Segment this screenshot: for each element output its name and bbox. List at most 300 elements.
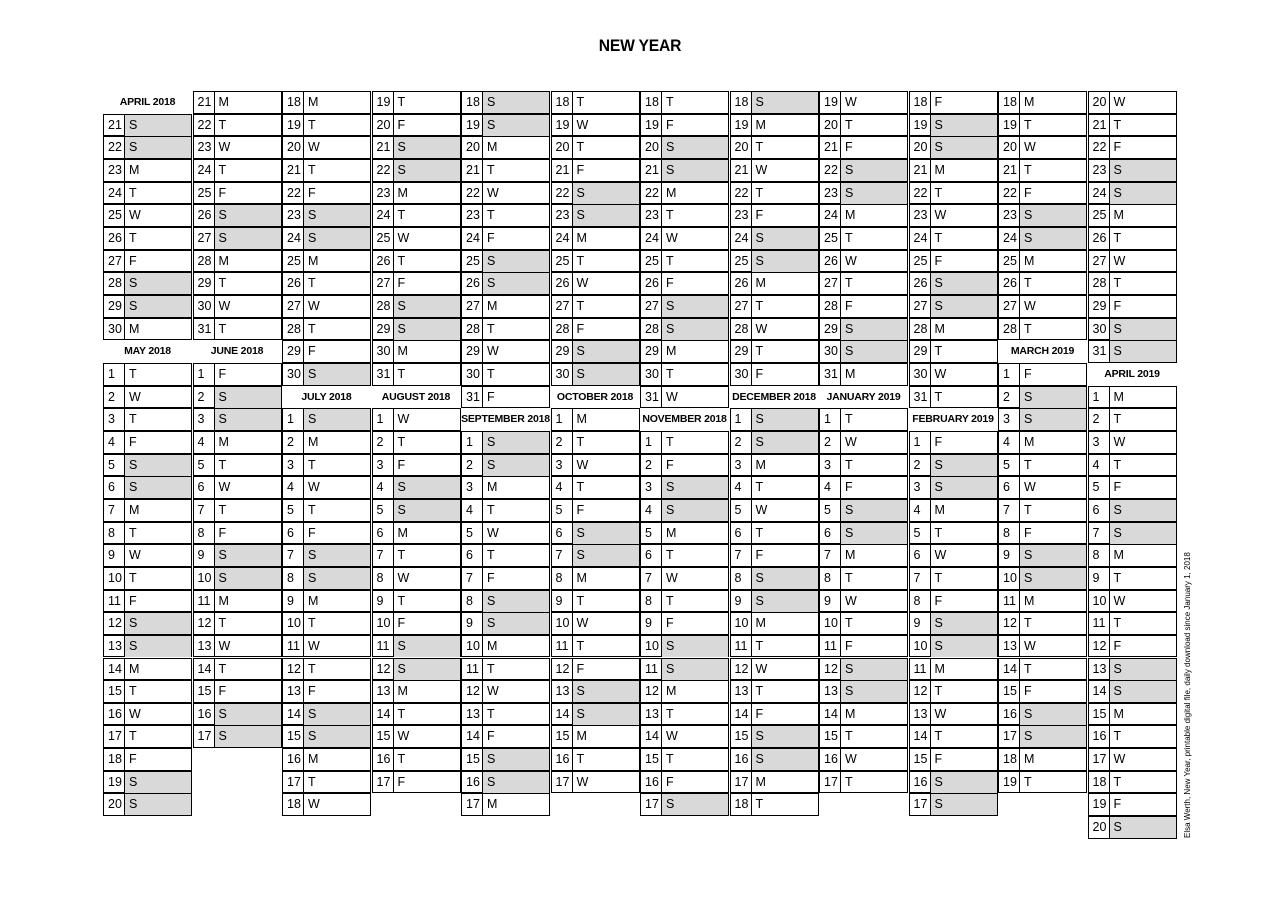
weekday-letter: F (487, 389, 495, 404)
day-number: 28 (641, 319, 662, 340)
weekday-letter: T (666, 706, 674, 721)
weekday-letter: S (1110, 817, 1176, 838)
day-cell-weekend (998, 544, 1087, 567)
day-number: 27 (820, 273, 841, 294)
day-cell-weekend (640, 499, 729, 522)
weekday-letter: T (487, 502, 495, 517)
weekday-letter: W (308, 298, 320, 313)
weekday-letter: T (845, 276, 853, 291)
day-number: 7 (462, 568, 483, 589)
day-cell (461, 386, 550, 409)
day-number: 4 (999, 432, 1020, 453)
day-number: 24 (283, 228, 304, 249)
weekday-letter: T (755, 140, 764, 155)
day-cell (730, 272, 819, 295)
day-cell (372, 363, 461, 386)
weekday-letter: S (573, 704, 639, 725)
weekday-letter: T (666, 434, 674, 449)
day-number: 15 (910, 749, 931, 770)
weekday-letter: T (308, 321, 316, 336)
weekday-letter: M (218, 95, 229, 109)
day-number: 27 (552, 296, 573, 317)
day-cell-weekend (372, 635, 461, 658)
weekday-letter: W (218, 480, 231, 495)
day-number: 1 (462, 432, 483, 453)
weekday-letter: S (841, 183, 907, 204)
day-cell-weekend (640, 295, 729, 318)
day-number: 19 (999, 115, 1020, 136)
weekday-letter: S (931, 477, 997, 498)
day-number: 10 (373, 613, 394, 634)
weekday-letter: T (755, 797, 764, 812)
weekday-letter: W (1024, 140, 1036, 155)
weekday-letter: T (755, 298, 764, 313)
day-cell (909, 567, 998, 590)
weekday-letter: M (218, 434, 229, 449)
day-cell (282, 748, 371, 771)
weekday-letter: T (755, 684, 764, 699)
day-number: 24 (462, 228, 483, 249)
day-number: 20 (104, 794, 125, 815)
day-number: 27 (194, 228, 215, 249)
weekday-letter: F (845, 140, 853, 155)
weekday-letter: S (483, 772, 549, 793)
weekday-letter: M (666, 684, 677, 699)
day-number: 14 (999, 659, 1020, 680)
weekday-letter: T (934, 230, 943, 245)
weekday-letter: S (394, 500, 460, 521)
month-header: AUGUST 2018 (381, 390, 451, 403)
day-number: 14 (194, 659, 215, 680)
weekday-letter: S (394, 477, 460, 498)
day-number: 20 (910, 137, 931, 158)
day-number: 23 (283, 205, 304, 226)
day-cell (551, 272, 640, 295)
day-number: 8 (641, 591, 662, 612)
weekday-letter: T (845, 774, 853, 789)
day-cell (730, 612, 819, 635)
weekday-letter: S (931, 613, 997, 634)
day-cell (193, 136, 282, 159)
day-number: 13 (1089, 659, 1110, 680)
weekday-letter: M (934, 162, 945, 177)
weekday-letter: T (1024, 616, 1032, 631)
day-cell (819, 725, 908, 748)
day-number: 11 (1089, 613, 1110, 634)
weekday-letter: S (304, 545, 370, 566)
weekday-letter: W (129, 706, 141, 721)
day-cell (282, 318, 371, 341)
day-cell-weekend (998, 386, 1087, 409)
weekday-letter: S (931, 772, 997, 793)
day-number: 30 (373, 341, 394, 362)
weekday-letter: S (394, 296, 460, 317)
weekday-letter: T (218, 162, 227, 177)
day-cell (909, 522, 998, 545)
day-cell-weekend (282, 703, 371, 726)
day-number: 1 (641, 432, 662, 453)
day-cell (909, 590, 998, 613)
weekday-letter: F (576, 162, 585, 177)
day-number: 3 (641, 477, 662, 498)
day-cell-weekend (372, 136, 461, 159)
day-number: 3 (731, 455, 752, 476)
day-number: 2 (641, 455, 662, 476)
day-number: 29 (373, 319, 394, 340)
day-cell (819, 612, 908, 635)
month-header: NOVEMBER 2018 (642, 413, 727, 426)
day-cell-weekend (103, 635, 192, 658)
day-cell-weekend (103, 454, 192, 477)
day-cell (461, 227, 550, 250)
weekday-letter: S (1020, 704, 1086, 725)
weekday-letter: S (304, 568, 370, 589)
day-cell-weekend (461, 250, 550, 273)
day-cell (1088, 204, 1177, 227)
weekday-letter: F (666, 276, 674, 291)
weekday-letter: M (934, 321, 945, 336)
day-number: 31 (373, 364, 394, 385)
weekday-letter: S (394, 160, 460, 181)
day-cell-weekend (730, 431, 819, 454)
weekday-letter: T (487, 208, 495, 223)
day-cell (640, 272, 729, 295)
weekday-letter: S (394, 636, 460, 657)
day-cell (282, 771, 371, 794)
weekday-letter: T (755, 480, 764, 495)
day-number: 1 (1089, 387, 1110, 408)
day-number: 22 (194, 115, 215, 136)
day-number: 8 (283, 568, 304, 589)
day-number: 8 (1089, 545, 1110, 566)
day-number: 29 (820, 319, 841, 340)
day-cell (730, 793, 819, 816)
day-cell (998, 136, 1087, 159)
day-cell (372, 182, 461, 205)
day-cell (1088, 272, 1177, 295)
day-cell (819, 703, 908, 726)
day-cell (730, 635, 819, 658)
weekday-letter: M (576, 230, 587, 245)
day-number: 21 (641, 160, 662, 181)
day-cell (551, 431, 640, 454)
weekday-letter: S (483, 432, 549, 453)
day-number: 3 (820, 455, 841, 476)
day-cell (998, 635, 1087, 658)
weekday-letter: T (845, 616, 853, 631)
day-number: 23 (104, 160, 125, 181)
day-cell (193, 635, 282, 658)
weekday-letter: T (1024, 774, 1032, 789)
weekday-letter: M (1113, 706, 1124, 721)
day-cell-weekend (730, 567, 819, 590)
day-number: 21 (910, 160, 931, 181)
day-number: 27 (731, 296, 752, 317)
weekday-letter: W (666, 729, 678, 744)
day-number: 12 (373, 659, 394, 680)
day-cell-weekend (819, 340, 908, 363)
day-cell (640, 748, 729, 771)
weekday-letter: F (308, 344, 316, 359)
day-number: 7 (552, 545, 573, 566)
day-cell (372, 114, 461, 137)
day-cell (461, 703, 550, 726)
day-cell (103, 590, 192, 613)
weekday-letter: F (755, 548, 764, 563)
weekday-letter: M (666, 185, 677, 200)
day-cell (103, 567, 192, 590)
day-cell (103, 748, 192, 771)
day-cell (730, 499, 819, 522)
day-number: 21 (462, 160, 483, 181)
day-cell (998, 748, 1087, 771)
weekday-letter: W (1113, 593, 1126, 608)
weekday-letter: M (1024, 253, 1035, 268)
day-cell (730, 363, 819, 386)
day-number: 11 (283, 636, 304, 657)
weekday-letter: T (129, 729, 137, 744)
weekday-letter: S (931, 455, 997, 476)
weekday-letter: T (666, 593, 674, 608)
day-number: 8 (910, 591, 931, 612)
weekday-letter: T (487, 321, 495, 336)
day-cell (551, 499, 640, 522)
day-cell (998, 272, 1087, 295)
weekday-letter: S (125, 115, 191, 136)
weekday-letter: T (397, 706, 406, 721)
day-cell-weekend (282, 204, 371, 227)
day-number: 13 (820, 681, 841, 702)
day-number: 26 (283, 273, 304, 294)
day-cell (640, 431, 729, 454)
day-number: 31 (641, 387, 662, 408)
day-cell (461, 136, 550, 159)
weekday-letter: T (308, 457, 316, 472)
day-number: 10 (910, 636, 931, 657)
weekday-letter: T (308, 774, 316, 789)
day-number: 17 (999, 726, 1020, 747)
day-number: 22 (910, 183, 931, 204)
day-number: 6 (999, 477, 1020, 498)
day-number: 17 (1089, 749, 1110, 770)
day-cell (193, 476, 282, 499)
day-number: 17 (104, 726, 125, 747)
day-cell (998, 295, 1087, 318)
weekday-letter: T (129, 230, 137, 245)
weekday-letter: T (397, 208, 406, 223)
day-number: 19 (373, 92, 394, 113)
day-cell (551, 635, 640, 658)
day-number: 11 (820, 636, 841, 657)
weekday-letter: F (934, 95, 943, 109)
day-cell-weekend (998, 227, 1087, 250)
weekday-letter: T (397, 95, 406, 109)
day-cell (372, 567, 461, 590)
day-cell (193, 499, 282, 522)
weekday-letter: W (934, 548, 947, 563)
day-number: 30 (104, 319, 125, 340)
day-cell-weekend (103, 114, 192, 137)
day-cell (640, 204, 729, 227)
weekday-letter: T (576, 140, 585, 155)
weekday-letter: M (666, 344, 677, 359)
day-cell (551, 748, 640, 771)
weekday-letter: S (304, 726, 370, 747)
day-cell (372, 522, 461, 545)
day-number: 27 (373, 273, 394, 294)
weekday-letter: W (576, 276, 589, 291)
day-number: 5 (104, 455, 125, 476)
weekday-letter: F (1024, 525, 1032, 540)
day-number: 30 (462, 364, 483, 385)
day-number: 14 (462, 726, 483, 747)
weekday-letter: S (841, 319, 907, 340)
day-number: 13 (373, 681, 394, 702)
weekday-letter: W (845, 434, 857, 449)
day-cell (1088, 476, 1177, 499)
weekday-letter: M (934, 661, 945, 676)
day-cell (998, 612, 1087, 635)
weekday-letter: W (666, 570, 678, 585)
weekday-letter: T (934, 344, 943, 359)
weekday-letter: T (1113, 616, 1122, 631)
weekday-letter: W (845, 95, 857, 109)
day-number: 21 (552, 160, 573, 181)
day-number: 3 (1089, 432, 1110, 453)
day-cell-weekend (640, 136, 729, 159)
weekday-letter: T (576, 752, 585, 767)
day-cell-weekend (730, 408, 819, 431)
day-cell (103, 680, 192, 703)
day-number: 23 (999, 205, 1020, 226)
day-cell (282, 499, 371, 522)
day-number: 22 (283, 183, 304, 204)
day-cell-weekend (640, 159, 729, 182)
day-cell (282, 182, 371, 205)
day-number: 26 (910, 273, 931, 294)
weekday-letter: S (1020, 205, 1086, 226)
day-number: 7 (999, 500, 1020, 521)
day-cell (730, 295, 819, 318)
day-cell (282, 793, 371, 816)
day-number: 3 (999, 409, 1020, 430)
day-number: 27 (104, 251, 125, 272)
day-number: 18 (283, 92, 304, 113)
day-number: 6 (820, 523, 841, 544)
day-cell (461, 658, 550, 681)
day-number: 20 (462, 137, 483, 158)
day-number: 3 (283, 455, 304, 476)
weekday-letter: F (845, 638, 853, 653)
weekday-letter: T (1113, 412, 1122, 427)
weekday-letter: F (487, 729, 495, 744)
weekday-letter: M (129, 321, 140, 336)
day-cell (1088, 793, 1177, 816)
weekday-letter: S (841, 659, 907, 680)
day-cell-weekend (282, 408, 371, 431)
day-cell (551, 91, 640, 114)
day-cell-weekend (103, 136, 192, 159)
day-cell (551, 114, 640, 137)
day-number: 11 (999, 591, 1020, 612)
day-cell-weekend (551, 340, 640, 363)
day-number: 28 (910, 319, 931, 340)
day-cell (819, 114, 908, 137)
day-cell-weekend (909, 771, 998, 794)
day-cell (193, 612, 282, 635)
weekday-letter: F (845, 298, 853, 313)
day-cell (909, 680, 998, 703)
weekday-letter: W (1113, 253, 1126, 268)
day-number: 20 (552, 137, 573, 158)
weekday-letter: S (841, 681, 907, 702)
day-number: 26 (552, 273, 573, 294)
day-cell-weekend (998, 408, 1087, 431)
page-title: NEW YEAR (598, 36, 682, 55)
weekday-letter: T (934, 570, 943, 585)
weekday-letter: T (845, 729, 853, 744)
day-number: 22 (820, 160, 841, 181)
weekday-letter: W (487, 185, 499, 200)
weekday-letter: T (666, 366, 674, 381)
weekday-letter: T (666, 253, 674, 268)
day-cell (461, 635, 550, 658)
day-cell (551, 612, 640, 635)
day-cell-weekend (372, 295, 461, 318)
day-cell (730, 476, 819, 499)
day-cell (282, 295, 371, 318)
day-number: 5 (1089, 477, 1110, 498)
weekday-letter: F (576, 661, 585, 676)
weekday-letter: S (483, 273, 549, 294)
day-number: 24 (194, 160, 215, 181)
day-number: 3 (552, 455, 573, 476)
weekday-letter: S (125, 636, 191, 657)
day-number: 3 (104, 409, 125, 430)
day-cell (103, 227, 192, 250)
day-cell (551, 159, 640, 182)
weekday-letter: T (934, 525, 943, 540)
day-number: 22 (552, 183, 573, 204)
day-cell (282, 454, 371, 477)
day-number: 24 (373, 205, 394, 226)
day-number: 16 (820, 749, 841, 770)
weekday-letter: T (1024, 276, 1032, 291)
day-number: 12 (194, 613, 215, 634)
day-cell (551, 136, 640, 159)
day-cell (372, 544, 461, 567)
day-number: 9 (910, 613, 931, 634)
day-number: 15 (104, 681, 125, 702)
day-number: 29 (283, 341, 304, 362)
weekday-letter: T (1113, 230, 1122, 245)
weekday-letter: T (129, 570, 137, 585)
day-cell (461, 567, 550, 590)
day-cell (730, 340, 819, 363)
month-header: JANUARY 2019 (826, 390, 901, 403)
day-number: 14 (641, 726, 662, 747)
day-cell (103, 250, 192, 273)
day-cell (909, 658, 998, 681)
day-number: 14 (820, 704, 841, 725)
weekday-letter: T (845, 230, 853, 245)
weekday-letter: S (573, 183, 639, 204)
day-number: 31 (820, 364, 841, 385)
day-cell (909, 250, 998, 273)
weekday-letter: F (576, 321, 585, 336)
day-number: 22 (731, 183, 752, 204)
day-number: 1 (552, 409, 573, 430)
